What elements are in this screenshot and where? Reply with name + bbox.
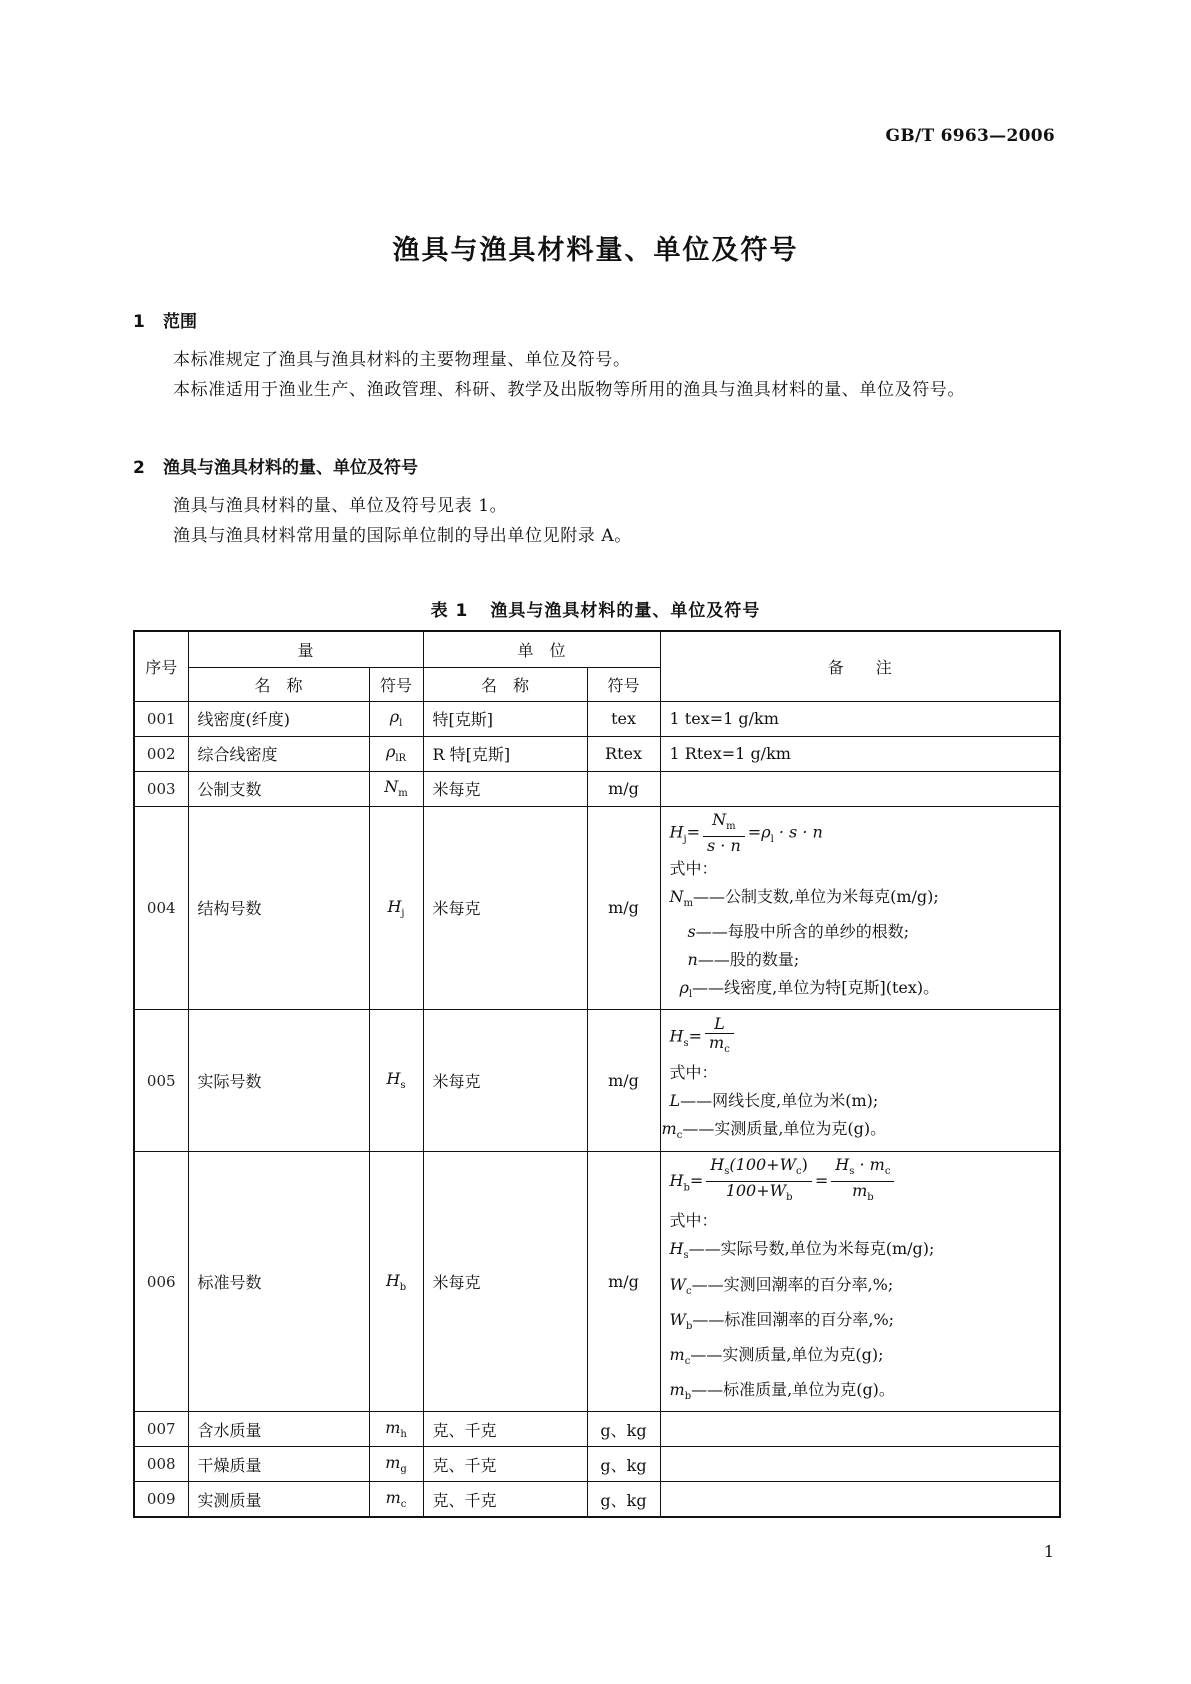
row-name: 实际号数 bbox=[188, 1010, 369, 1152]
definition-line: n——股的数量; bbox=[687, 949, 800, 969]
row-name: 干燥质量 bbox=[188, 1447, 369, 1482]
row-note bbox=[660, 1482, 1060, 1517]
row-unit-symbol: m/g bbox=[587, 806, 660, 1010]
row-unit-name: 克、千克 bbox=[423, 1412, 587, 1447]
definition-line: $W_c——$实测回潮率的百分率,%; bbox=[669, 1274, 894, 1297]
row-unit-symbol: Rtex bbox=[587, 736, 660, 771]
formula: $H_s=$ $\frac{L}{m_c}$ bbox=[670, 1011, 1051, 1059]
row-name: 公制支数 bbox=[188, 771, 369, 806]
row-seq: 003 bbox=[134, 771, 188, 806]
section-number: 2 bbox=[133, 458, 145, 478]
table-caption bbox=[0, 596, 1191, 621]
row-note bbox=[660, 771, 1060, 806]
table-row bbox=[134, 736, 1060, 771]
row-seq: 007 bbox=[134, 1412, 188, 1447]
section-1-paragraph-1: 本标准规定了渔具与渔具材料的主要物理量、单位及符号。 bbox=[173, 350, 631, 370]
section-2-paragraph-2: 渔具与渔具材料常用量的国际单位制的导出单位见附录 A。 bbox=[173, 526, 632, 546]
where-label: 式中： bbox=[669, 1063, 718, 1083]
row-seq: 004 bbox=[134, 806, 188, 1010]
definition-line: $m_c——$实测质量,单位为克(g); bbox=[669, 1345, 884, 1368]
row-unit-name: 米每克 bbox=[423, 771, 587, 806]
row-unit-name: R 特[克斯] bbox=[423, 736, 587, 771]
header-symbol: 符号 bbox=[369, 667, 423, 701]
formula: $H_j=$ $\frac{N_m}{s \cdot n}$ $=\rho_l \cdot s \cdot n$ bbox=[669, 809, 823, 855]
table-caption-label: 表 1 bbox=[430, 601, 469, 621]
table-caption-text: 渔具与渔具材料的量、单位及符号 bbox=[490, 601, 761, 621]
row-symbol: $m_c$ bbox=[369, 1482, 423, 1517]
row-unit-name: 米每克 bbox=[423, 1010, 587, 1152]
row-unit-name: 克、千克 bbox=[423, 1482, 587, 1517]
formula: $H_b=$ $\frac{H_s(100+W_c)}{100+W_b}$ = $\frac{H_s \cdot m_c}{m_b}$ bbox=[670, 1152, 1051, 1207]
row-symbol: $\rho_l$ bbox=[369, 701, 423, 736]
definition-line: $H_s——$实际号数,单位为米每克(m/g); bbox=[669, 1239, 935, 1262]
where-label: 式中： bbox=[669, 858, 718, 878]
table-row bbox=[134, 701, 1060, 736]
header-unit: 单 位 bbox=[423, 631, 660, 667]
row-symbol: $H_b$ bbox=[369, 1152, 423, 1412]
row-seq: 002 bbox=[134, 736, 188, 771]
section-1-heading bbox=[133, 307, 197, 332]
header-unit-name: 名 称 bbox=[423, 667, 587, 701]
table-row bbox=[134, 1152, 1060, 1412]
row-seq: 005 bbox=[134, 1010, 188, 1152]
row-note: 1 Rtex=1 g/km bbox=[660, 736, 1060, 771]
section-number: 1 bbox=[133, 312, 145, 332]
row-symbol: $m_g$ bbox=[369, 1447, 423, 1482]
row-unit-symbol: m/g bbox=[587, 771, 660, 806]
definition-line: L——网线长度,单位为米(m); bbox=[669, 1091, 879, 1111]
row-unit-name: 克、千克 bbox=[423, 1447, 587, 1482]
definition-line: $W_b——$标准回潮率的百分率,%; bbox=[669, 1309, 895, 1332]
row-name: 含水质量 bbox=[188, 1412, 369, 1447]
table-row bbox=[134, 806, 1060, 1010]
section-2-heading bbox=[133, 453, 418, 478]
section-2-paragraph-1: 渔具与渔具材料的量、单位及符号见表 1。 bbox=[173, 496, 508, 516]
row-symbol: $H_s$ bbox=[369, 1010, 423, 1152]
table-row bbox=[134, 1412, 1060, 1447]
row-unit-name: 米每克 bbox=[423, 806, 587, 1010]
quantities-table bbox=[133, 630, 1061, 1518]
row-name: 综合线密度 bbox=[188, 736, 369, 771]
page-number: 1 bbox=[1043, 1542, 1054, 1561]
definition-line: $N_m——$公制支数,单位为米每克(m/g); bbox=[669, 886, 939, 909]
row-symbol: $\rho_{lR}$ bbox=[369, 736, 423, 771]
table-row bbox=[134, 1447, 1060, 1482]
definition-line: $m_c——$实测质量,单位为克(g)。 bbox=[661, 1119, 887, 1142]
table-header-row bbox=[134, 631, 1060, 667]
document-title: 渔具与渔具材料量、单位及符号 bbox=[392, 235, 799, 266]
section-title: 范围 bbox=[163, 312, 197, 332]
definition-line: $m_b——$标准质量,单位为克(g)。 bbox=[669, 1380, 895, 1403]
row-symbol: $N_m$ bbox=[369, 771, 423, 806]
row-note bbox=[660, 1152, 1060, 1412]
row-unit-symbol: m/g bbox=[587, 1152, 660, 1412]
table-row bbox=[134, 771, 1060, 806]
section-title: 渔具与渔具材料的量、单位及符号 bbox=[163, 458, 418, 478]
row-unit-name: 米每克 bbox=[423, 1152, 587, 1412]
row-note bbox=[660, 1412, 1060, 1447]
header-name: 名 称 bbox=[188, 667, 369, 701]
row-seq: 009 bbox=[134, 1482, 188, 1517]
row-seq: 008 bbox=[134, 1447, 188, 1482]
row-unit-symbol: g、kg bbox=[587, 1412, 660, 1447]
where-label: 式中： bbox=[669, 1211, 718, 1231]
table-row bbox=[134, 1482, 1060, 1517]
row-seq: 006 bbox=[134, 1152, 188, 1412]
row-unit-name: 特[克斯] bbox=[423, 701, 587, 736]
row-seq: 001 bbox=[134, 701, 188, 736]
table-row bbox=[134, 1010, 1060, 1152]
definition-line: s——每股中所含的单纱的根数; bbox=[687, 921, 910, 941]
header-quantity: 量 bbox=[188, 631, 423, 667]
document-code: GB/T 6963—2006 bbox=[885, 126, 1055, 146]
header-unit-symbol: 符号 bbox=[587, 667, 660, 701]
row-name: 标准号数 bbox=[188, 1152, 369, 1412]
row-note bbox=[660, 806, 1060, 1010]
section-1-paragraph-2: 本标准适用于渔业生产、渔政管理、科研、教学及出版物等所用的渔具与渔具材料的量、单位及符号。 bbox=[173, 380, 965, 400]
row-symbol: $m_h$ bbox=[369, 1412, 423, 1447]
row-name: 线密度(纤度) bbox=[188, 701, 369, 736]
row-unit-symbol: g、kg bbox=[587, 1447, 660, 1482]
row-name: 实测质量 bbox=[188, 1482, 369, 1517]
row-note bbox=[660, 1447, 1060, 1482]
row-unit-symbol: m/g bbox=[587, 1010, 660, 1152]
row-note bbox=[660, 1010, 1060, 1152]
header-seq: 序号 bbox=[134, 631, 188, 701]
definition-line: $\rho_l——$线密度,单位为特[克斯](tex)。 bbox=[679, 977, 940, 1001]
row-symbol: $H_j$ bbox=[369, 806, 423, 1010]
row-unit-symbol: g、kg bbox=[587, 1482, 660, 1517]
row-name: 结构号数 bbox=[188, 806, 369, 1010]
header-note: 备 注 bbox=[660, 631, 1060, 701]
row-unit-symbol: tex bbox=[587, 701, 660, 736]
row-note: 1 tex=1 g/km bbox=[660, 701, 1060, 736]
